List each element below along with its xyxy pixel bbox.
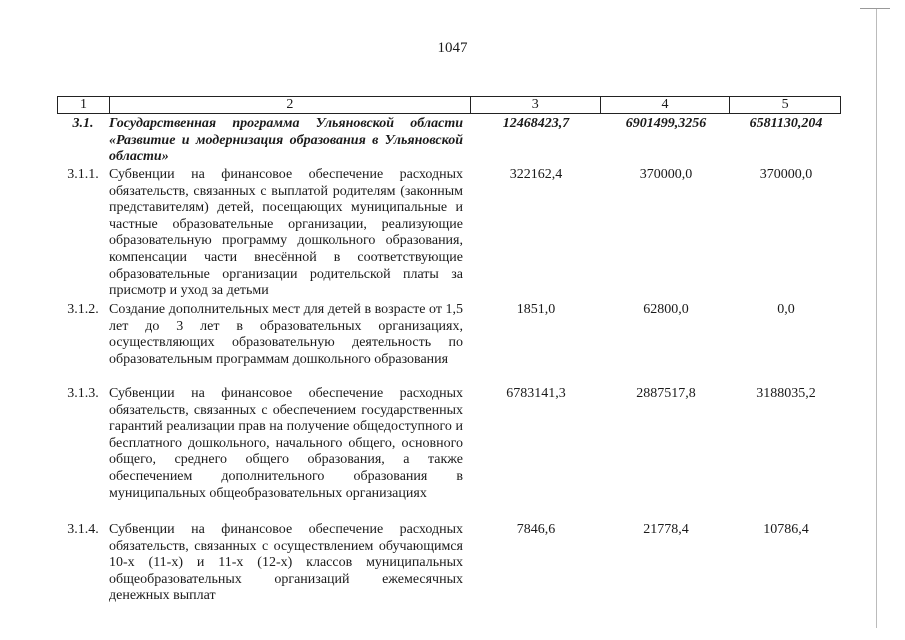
- header-col-3: 3: [471, 97, 601, 113]
- row-value-col5: 370000,0: [759, 167, 813, 182]
- header-col-5: 5: [781, 97, 789, 112]
- row-number: 3.1.2.: [67, 302, 99, 317]
- header-col-4: 4: [601, 97, 731, 113]
- row-value-col3: 322162,4: [509, 167, 563, 182]
- row-description: Создание дополнительных мест для детей в возрасте от 1,5 лет до 3 лет в образовательных организациях, осуществляющих образовательную деятельность по образовательным программам дошкольного образования: [109, 302, 463, 367]
- row-value-col4: 62800,0: [643, 302, 689, 317]
- row-description: Государственная программа Ульяновской области «Развитие и модернизация образования в Ульяновской области»: [109, 116, 463, 165]
- table-row: [57, 116, 841, 166]
- scan-top-mark: [860, 8, 890, 9]
- row-number: 3.1.3.: [67, 386, 99, 401]
- header-col-1: 1: [58, 97, 110, 113]
- row-value-col4: 2887517,8: [636, 386, 696, 401]
- row-value-col5: 3188035,2: [756, 386, 816, 401]
- row-value-col5: 0,0: [777, 302, 795, 317]
- row-value-col4: 370000,0: [639, 167, 693, 182]
- row-number: 3.1.4.: [67, 522, 99, 537]
- page-number: 1047: [437, 40, 468, 56]
- table-row: [57, 522, 841, 605]
- header-col-2: 2: [110, 97, 471, 113]
- table-row: [57, 302, 841, 368]
- row-number: 3.1.1.: [67, 167, 99, 182]
- table-header: [57, 96, 841, 114]
- row-value-col3: 1851,0: [516, 302, 556, 317]
- scan-edge: [876, 8, 877, 628]
- row-description: Субвенции на финансовое обеспечение расходных обязательств, связанных с осуществлением обучающимся 10-х (11-х) и 11-х (12-х) классов муниципальных общеобразовательных организаций ежемесячных денежных выплат: [109, 522, 463, 604]
- row-value-col3: 7846,6: [516, 522, 556, 537]
- row-value-col5: 10786,4: [763, 522, 809, 537]
- table-row: [57, 386, 841, 502]
- table-row: [57, 167, 841, 300]
- row-value-col3: 6783141,3: [506, 386, 566, 401]
- row-value-col4: 6901499,3256: [625, 116, 707, 131]
- row-value-col5: 6581130,204: [749, 116, 823, 131]
- row-description: Субвенции на финансовое обеспечение расходных обязательств, связанных с выплатой родителям (законным представителям) детей, посещающих муниципальные и частные образовательные организации, реализующие образовательную программу дошкольного образования, компенсации части внесённой в соответствующие образовательные организации родительской платы за присмотр и уход за детьми: [109, 167, 463, 299]
- row-value-col4: 21778,4: [643, 522, 689, 537]
- row-description: Субвенции на финансовое обеспечение расходных обязательств, связанных с обеспечением государственных гарантий реализации прав на получение общедоступного и бесплатного дошкольного, начального общего, основного общего, среднего общего образования, а также обеспечением дополнительного образования в муниципальных общеобразовательных организациях: [109, 386, 463, 501]
- row-value-col3: 12468423,7: [502, 116, 570, 131]
- row-number: 3.1.: [72, 116, 94, 131]
